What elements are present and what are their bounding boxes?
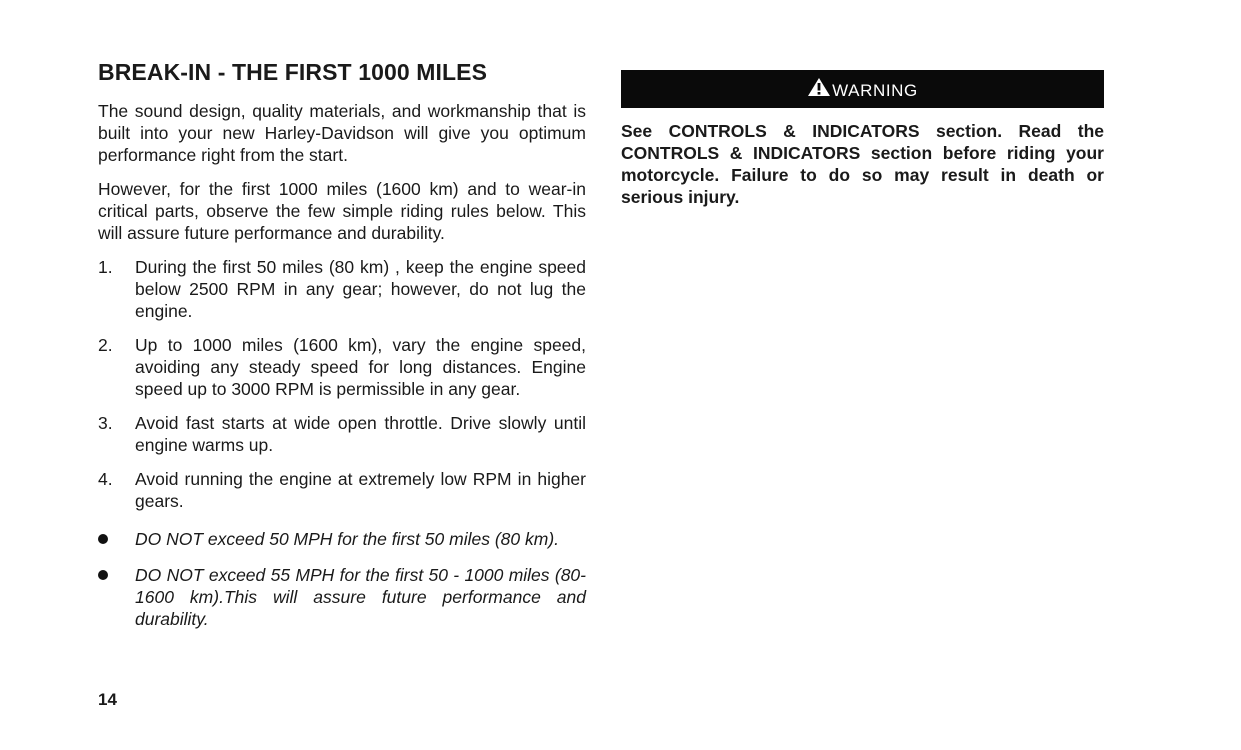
bullet-dot-icon: [98, 534, 108, 544]
list-item-text: Up to 1000 miles (1600 km), vary the engine speed, avoiding any steady speed for long distances. Engine speed up to 3000 RPM is permissible in any gear.: [135, 335, 586, 399]
speed-limits-list: [98, 528, 586, 630]
warning-column: [621, 70, 1104, 208]
bullet-item: [98, 564, 586, 630]
bullet-dot-icon: [98, 570, 108, 580]
bullet-item-text: DO NOT exceed 50 MPH for the first 50 miles (80 km).: [135, 529, 560, 549]
warning-banner: [621, 70, 1104, 108]
page-number: 14: [98, 690, 117, 709]
list-item: [98, 334, 586, 400]
warning-text: See CONTROLS & INDICATORS section. Read the CONTROLS & INDICATORS section before riding your motorcycle. Failure to do so may result in death or serious injury.: [621, 121, 1104, 207]
list-number: 4.: [98, 469, 113, 489]
rules-paragraph: However, for the first 1000 miles (1600 km) and to wear-in critical parts, observe the few simple riding rules below. This will assure future performance and durability.: [98, 179, 586, 243]
list-number: 1.: [98, 257, 113, 277]
list-item: [98, 468, 586, 512]
intro-paragraph: The sound design, quality materials, and workmanship that is built into your new Harley-Davidson will give you optimum performance right from the start.: [98, 101, 586, 165]
list-number: 3.: [98, 413, 113, 433]
list-item-text: Avoid fast starts at wide open throttle. Drive slowly until engine warms up.: [135, 413, 586, 455]
warning-label: WARNING: [832, 81, 918, 100]
section-heading: BREAK-IN - THE FIRST 1000 MILES: [98, 59, 488, 85]
list-item: [98, 412, 586, 456]
bullet-item: [98, 528, 586, 550]
list-number: 2.: [98, 335, 113, 355]
bullet-item-text: DO NOT exceed 55 MPH for the first 50 - 1000 miles (80-1600 km).This will assure future performance and durability.: [135, 565, 586, 629]
warning-triangle-icon: [807, 77, 831, 97]
main-column: [98, 58, 586, 644]
numbered-rules-list: [98, 256, 586, 512]
list-item-text: Avoid running the engine at extremely low RPM in higher gears.: [135, 469, 586, 511]
list-item: [98, 256, 586, 322]
list-item-text: During the first 50 miles (80 km) , keep the engine speed below 2500 RPM in any gear; however, do not lug the engine.: [135, 257, 586, 321]
